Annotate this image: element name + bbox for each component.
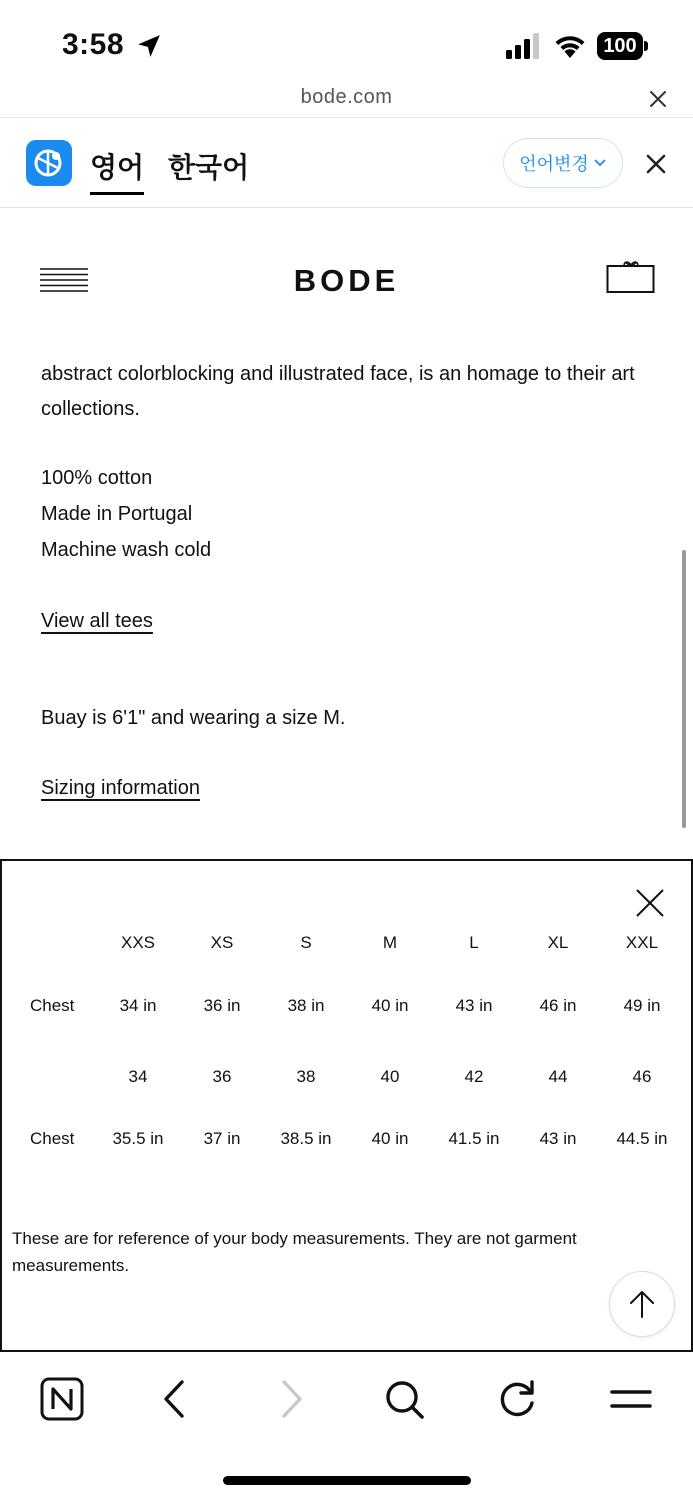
change-language-button[interactable]	[503, 138, 623, 188]
status-bar	[0, 0, 693, 80]
chest-row-label: Chest	[30, 996, 75, 1015]
wifi-icon	[553, 31, 587, 59]
chest-value: 49 in	[623, 996, 661, 1015]
product-description: abstract colorblocking and illustrated face, is an homage to their art collections.	[41, 363, 635, 420]
chest-value: 40 in	[371, 996, 409, 1015]
active-tab-indicator	[90, 192, 144, 195]
chest-row-label: Chest	[30, 1129, 75, 1148]
site-header	[0, 208, 693, 328]
numeric-size-header: 38	[296, 1067, 316, 1086]
size-header: L	[469, 933, 479, 952]
view-all-tees-link[interactable]: View all tees	[41, 610, 153, 632]
numeric-size-header: 36	[212, 1067, 232, 1086]
chest-value: 40 in	[371, 1129, 409, 1148]
tab-english[interactable]: 영어	[90, 152, 145, 183]
numeric-size-header: 42	[464, 1067, 484, 1086]
chest-value: 44.5 in	[616, 1129, 668, 1148]
spec-material: 100% cotton	[41, 467, 153, 489]
sizing-modal	[0, 859, 693, 1352]
chest-value: 43 in	[539, 1129, 577, 1148]
translate-bar	[0, 118, 693, 208]
numeric-size-header: 46	[632, 1067, 652, 1086]
size-header: S	[300, 933, 312, 952]
spec-origin: Made in Portugal	[41, 503, 193, 525]
back-icon[interactable]	[152, 1376, 198, 1422]
search-icon[interactable]	[381, 1376, 427, 1422]
chest-value: 43 in	[455, 996, 493, 1015]
shopping-bag-icon[interactable]	[606, 260, 656, 294]
battery-level: 100	[597, 32, 643, 60]
scrollbar[interactable]	[682, 550, 686, 828]
chevron-down-icon	[593, 158, 607, 168]
model-note: Buay is 6'1" and wearing a size M.	[41, 707, 346, 729]
chest-value: 37 in	[203, 1129, 241, 1148]
url-domain[interactable]: bode.com	[300, 86, 393, 108]
cellular-signal-icon	[506, 33, 544, 59]
naver-home-icon[interactable]	[39, 1376, 85, 1422]
chest-value: 46 in	[539, 996, 577, 1015]
spec-care: Machine wash cold	[41, 539, 212, 561]
chest-value: 36 in	[203, 996, 241, 1015]
chest-value: 38 in	[287, 996, 325, 1015]
battery-indicator	[597, 32, 649, 60]
battery-tip	[644, 41, 648, 51]
change-language-label: 언어변경	[519, 154, 589, 174]
forward-icon[interactable]	[268, 1376, 314, 1422]
size-header: XXL	[625, 933, 659, 952]
tab-korean[interactable]: 한국어	[168, 152, 250, 183]
numeric-size-header: 40	[380, 1067, 400, 1086]
url-bar[interactable]	[0, 80, 693, 118]
location-arrow-icon	[136, 33, 162, 59]
close-translate-icon[interactable]	[644, 152, 668, 176]
close-modal-icon[interactable]	[634, 887, 666, 919]
chest-value: 34 in	[119, 996, 157, 1015]
brand-logo[interactable]: BODE	[293, 263, 400, 298]
scroll-to-top-button[interactable]	[609, 1271, 675, 1337]
size-header: XL	[547, 933, 569, 952]
size-header: M	[382, 933, 398, 952]
measurement-note: These are for reference of your body measurements. They are not garment measurements.	[12, 1229, 577, 1275]
numeric-size-header: 34	[128, 1067, 148, 1086]
arrow-up-icon	[628, 1289, 656, 1319]
numeric-size-header: 44	[548, 1067, 568, 1086]
papago-logo-icon[interactable]	[26, 140, 72, 186]
sizing-information-link[interactable]: Sizing information	[41, 777, 200, 799]
close-icon[interactable]	[645, 86, 671, 112]
menu-lines-icon[interactable]	[608, 1376, 654, 1422]
status-time: 3:58	[62, 28, 125, 61]
refresh-icon[interactable]	[494, 1376, 540, 1422]
home-indicator[interactable]	[223, 1476, 471, 1485]
size-header: XS	[210, 933, 234, 952]
chest-value: 35.5 in	[112, 1129, 164, 1148]
size-header: XXS	[120, 933, 156, 952]
chest-value: 41.5 in	[448, 1129, 500, 1148]
chest-value: 38.5 in	[280, 1129, 332, 1148]
